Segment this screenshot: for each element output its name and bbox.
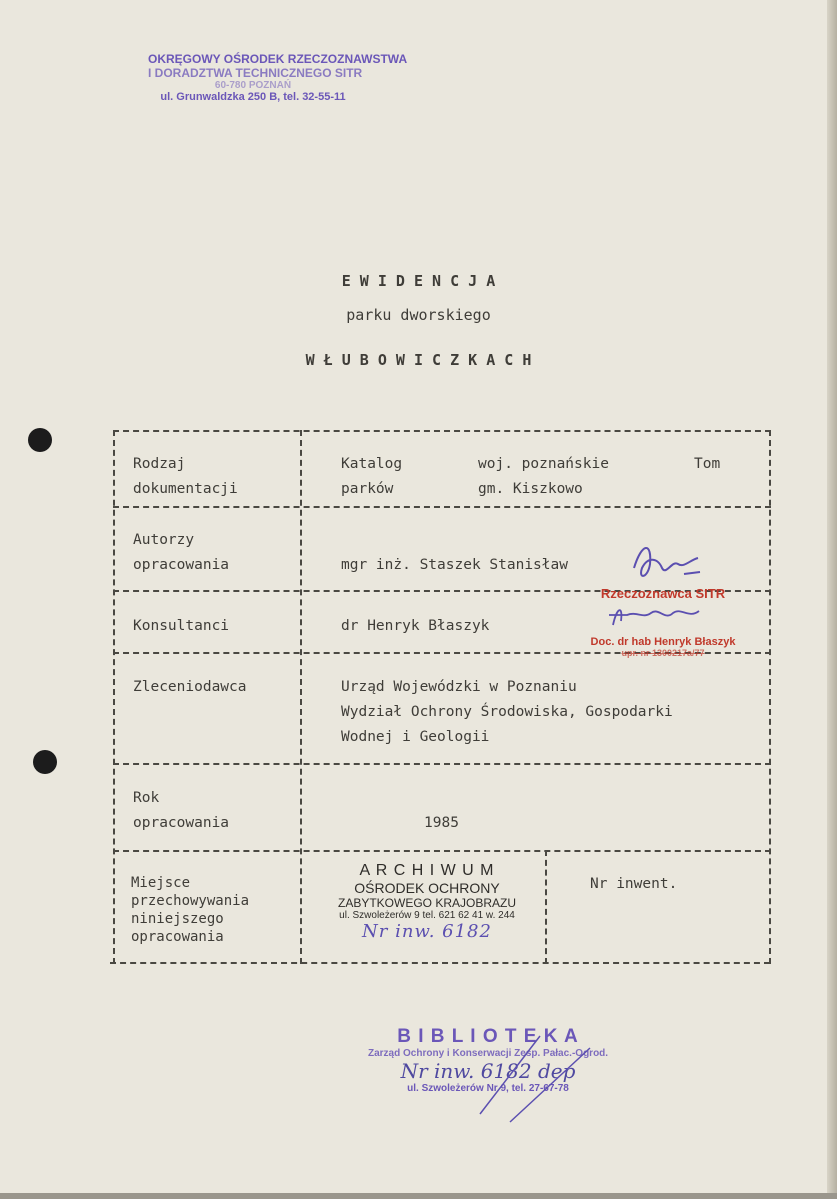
label-rok-1: Rok <box>133 790 160 806</box>
stamp-archive-title: A R C H I W U M <box>359 862 495 879</box>
value-nr-inwent: Nr inwent. <box>590 876 678 892</box>
punch-hole-bottom <box>33 750 57 774</box>
label-miejsce-3: niniejszego <box>131 911 224 927</box>
label-autorzy-2: opracowania <box>133 557 230 573</box>
stamp-library-line1: Zarząd Ochrony i Konserwacji Zesp. Pałac.-Ogrod. <box>368 1048 609 1059</box>
table-line <box>545 850 547 964</box>
value-zleceniodawca-1: Urząd Wojewódzki w Poznaniu <box>341 679 577 695</box>
value-tom: Tom <box>694 456 721 472</box>
value-zleceniodawca-2: Wydział Ochrony Środowiska, Gospodarki <box>341 704 673 720</box>
document-location: W Ł U B O W I C Z K A C H <box>305 351 532 369</box>
consultant-signature <box>603 601 723 631</box>
stamp-sitr-num: upr. nr 1300217a/77 <box>621 648 705 658</box>
stamp-sitr-name: Doc. dr hab Henryk Błaszyk <box>590 636 736 648</box>
label-zleceniodawca: Zleceniodawca <box>133 679 247 695</box>
value-rok: 1985 <box>424 815 459 831</box>
label-miejsce-1: Miejsce <box>131 875 191 891</box>
stamp-top-line2: I DORADZTWA TECHNICZNEGO SITR <box>148 66 363 80</box>
label-rok-2: opracowania <box>133 815 230 831</box>
stamp-sitr <box>578 586 748 658</box>
label-miejsce-2: przechowywania <box>131 893 250 909</box>
value-zleceniodawca-3: Wodnej i Geologii <box>341 729 490 745</box>
label-rodzaj-1: Rodzaj <box>133 456 186 472</box>
stamp-library-title: B I B L I O T E K A <box>397 1026 579 1047</box>
document-title: E W I D E N C J A <box>341 272 496 290</box>
stamp-top-line1: OKRĘGOWY OŚRODEK RZECZOZNAWSTWA <box>148 52 408 66</box>
stamp-top <box>148 52 408 103</box>
stamp-top-line3: 60-780 POZNAŃ <box>214 80 292 91</box>
label-konsultanci: Konsultanci <box>133 618 230 634</box>
table-line <box>300 430 302 964</box>
label-rodzaj-2: dokumentacji <box>133 481 238 497</box>
document-subtitle: parku dworskiego <box>346 306 491 324</box>
table-line <box>113 850 771 852</box>
value-katalog: Katalog <box>341 456 403 472</box>
table-line <box>113 506 771 508</box>
author-signature <box>628 538 708 586</box>
stamp-library-handwritten: Nr inw. 6182 dep <box>400 1059 576 1083</box>
stamp-sitr-title: Rzeczoznawca SITR <box>600 586 726 601</box>
value-autorzy: mgr inż. Staszek Stanisław <box>341 557 568 573</box>
stamp-archive-line3: ul. Szwoleżerów 9 tel. 621 62 41 w. 244 <box>339 910 515 921</box>
punch-hole-top <box>28 428 52 452</box>
library-stamp-cross-lines <box>470 1034 600 1124</box>
table-line <box>113 763 771 765</box>
value-wojewodztwo: woj. poznańskie <box>478 456 609 472</box>
stamp-library-line2: ul. Szwoleżerów Nr 9, tel. 27-67-78 <box>407 1083 569 1094</box>
stamp-archive-line2: ZABYTKOWEGO KRAJOBRAZU <box>337 896 517 910</box>
page-bottom-edge <box>0 1193 837 1199</box>
stamp-archive-handwritten: Nr inw. 6182 <box>362 921 492 942</box>
value-parkow: parków <box>341 481 394 497</box>
value-gmina: gm. Kiszkowo <box>478 481 583 497</box>
table-line <box>113 430 115 964</box>
stamp-archive-line1: OŚRODEK OCHRONY <box>354 880 500 896</box>
table-line <box>113 430 771 432</box>
label-miejsce-4: opracowania <box>131 929 224 945</box>
label-autorzy-1: Autorzy <box>133 532 195 548</box>
stamp-archive <box>312 862 542 942</box>
stamp-top-line4: ul. Grunwaldzka 250 B, tel. 32-55-11 <box>160 91 346 103</box>
value-konsultanci: dr Henryk Błaszyk <box>341 618 490 634</box>
table-line <box>110 962 770 964</box>
page-edge <box>827 0 837 1199</box>
table-line <box>769 430 771 964</box>
